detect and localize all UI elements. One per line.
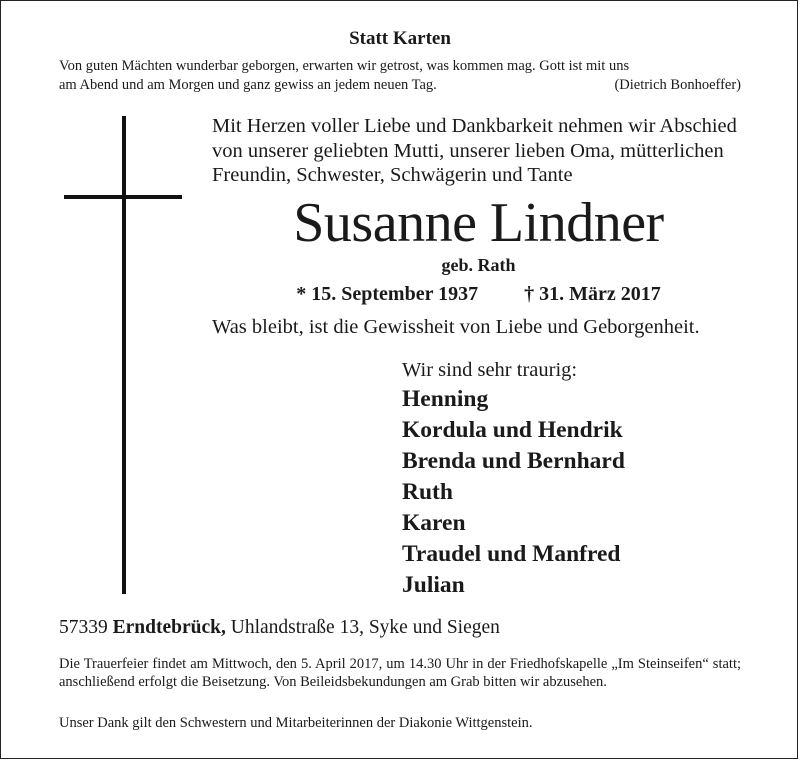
intro-line-3: Freundin, Schwester, Schwägerin und Tante <box>212 164 573 186</box>
intro-line-2: von unserer geliebten Mutti, unserer lieben Oma, mütterlichen <box>212 139 724 162</box>
intro-text <box>212 114 737 188</box>
bonhoeffer-quote <box>59 57 741 95</box>
funeral-notice: Die Trauerfeier findet am Mittwoch, den 5. April 2017, um 14.30 Uhr in der Friedhofskapelle „Im Steinseifen“ statt; anschließend erfolgt die Beisetzung. Von Beileidsbekundungen am Grab bitten wir abzusehen. <box>59 656 741 690</box>
quote-line-1: Von guten Mächten wunderbar geborgen, erwarten wir getrost, was kommen mag. Gott ist mit uns <box>59 58 630 74</box>
mourner-name: Brenda und Bernhard <box>402 448 625 474</box>
cross-icon-bar <box>64 195 182 199</box>
mourners-intro: Wir sind sehr traurig: <box>402 359 578 381</box>
address-town: Erndtebrück, <box>112 617 226 638</box>
cross-icon <box>122 116 126 594</box>
thanks-note: Unser Dank gilt den Schwestern und Mitarbeiterinnen der Diakonie Wittgenstein. <box>59 715 533 731</box>
address-rest: Uhlandstraße 13, Syke und Siegen <box>230 617 500 638</box>
mourner-name: Kordula und Hendrik <box>402 417 623 443</box>
intro-line-1: Mit Herzen voller Liebe und Dankbarkeit nehmen wir Abschied <box>212 115 737 137</box>
mourners-list <box>402 384 625 601</box>
birth-date: * 15. September 1937 <box>296 283 479 305</box>
quote-line-2: am Abend und am Morgen und ganz gewiss an jedem neuen Tag. <box>59 77 437 93</box>
maiden-name: geb. Rath <box>441 255 516 275</box>
address-zip: 57339 <box>59 617 108 638</box>
mourner-name: Henning <box>402 386 489 412</box>
quote-author: (Dietrich Bonhoeffer) <box>614 77 741 93</box>
life-dates <box>212 283 745 306</box>
mourner-name: Karen <box>402 510 466 536</box>
mourner-name: Julian <box>402 572 465 598</box>
mourner-name: Traudel und Manfred <box>402 541 621 567</box>
quote-line-2-row <box>59 76 741 95</box>
closing-sentence: Was bleibt, ist die Gewissheit von Liebe und Geborgenheit. <box>212 316 700 338</box>
mourner-name: Ruth <box>402 479 453 505</box>
death-date: † 31. März 2017 <box>524 283 661 305</box>
deceased-name: Susanne Lindner <box>293 192 664 254</box>
header-title: Statt Karten <box>349 28 451 49</box>
family-address <box>59 617 500 639</box>
